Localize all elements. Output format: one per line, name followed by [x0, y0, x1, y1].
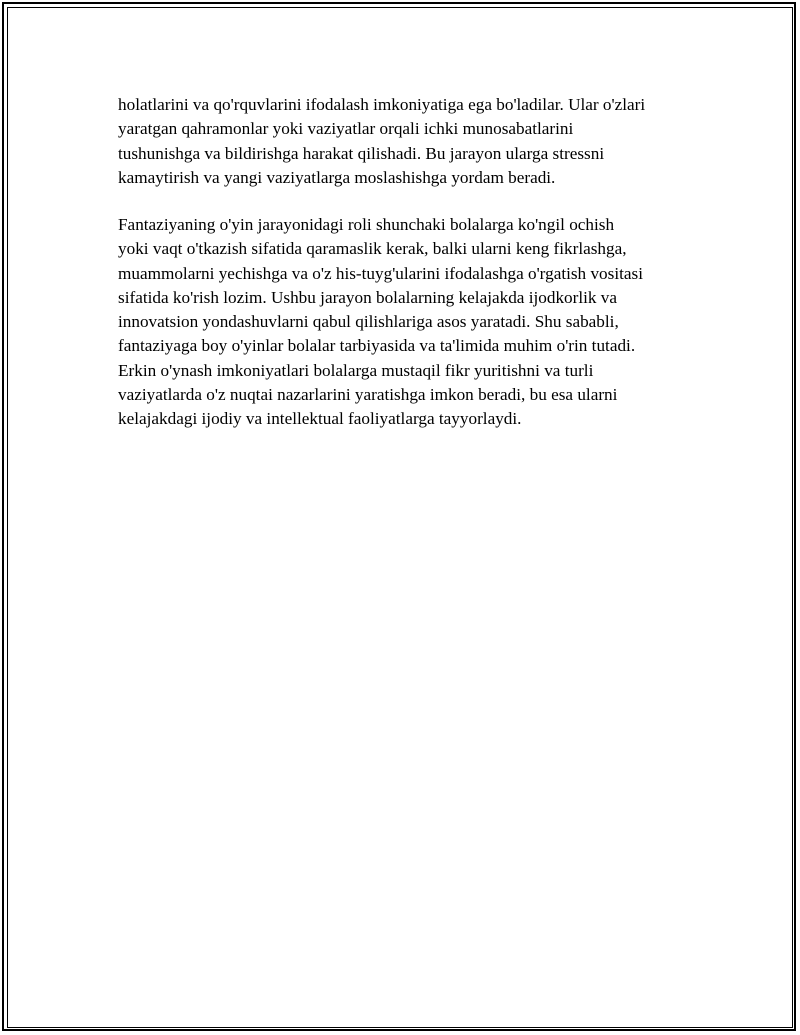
paragraph-1 [118, 93, 718, 190]
paragraph-line: tushunishga va bildirishga harakat qilishadi. Bu jarayon ularga stressni [118, 143, 605, 163]
paragraph-line: holatlarini va qo'rquvlarini ifodalash imkoniyatiga ega bo'ladilar. Ular o'zlari [118, 95, 646, 114]
paragraph-line: innovatsion yondashuvlarni qabul qilishlariga asos yaratadi. Shu sababli, [118, 312, 619, 332]
paragraph-line: yaratgan qahramonlar yoki vaziyatlar orqali ichki munosabatlarini [118, 119, 574, 139]
paragraph-line: kelajakdagi ijodiy va intellektual faoliyatlarga tayyorlaydi. [118, 409, 522, 429]
paragraph-line: vaziyatlarda o'z nuqtai nazarlarini yaratishga imkon beradi, bu esa ularni [118, 385, 618, 405]
paragraph-line: yoki vaqt o'tkazish sifatida qaramaslik kerak, balki ularni keng fikrlashga, [118, 239, 627, 259]
paragraph-line: fantaziyaga boy o'yinlar bolalar tarbiyasida va ta'limida muhim o'rin tutadi. [118, 336, 636, 356]
paragraph-line: muammolarni yechishga va o'z his-tuyg'ularini ifodalashga o'rgatish vositasi [118, 263, 643, 283]
paragraph-line: kamaytirish va yangi vaziyatlarga moslashishga yordam beradi. [118, 167, 556, 187]
paragraph-line: Fantaziyaning o'yin jarayonidagi roli shunchaki bolalarga ko'ngil ochish [118, 215, 615, 234]
paragraph-line: sifatida ko'rish lozim. Ushbu jarayon bolalarning kelajakda ijodkorlik va [118, 287, 618, 307]
paragraph-2 [118, 213, 718, 432]
paragraph-line: Erkin o'ynash imkoniyatlari bolalarga mustaqil fikr yuritishni va turli [118, 360, 594, 380]
